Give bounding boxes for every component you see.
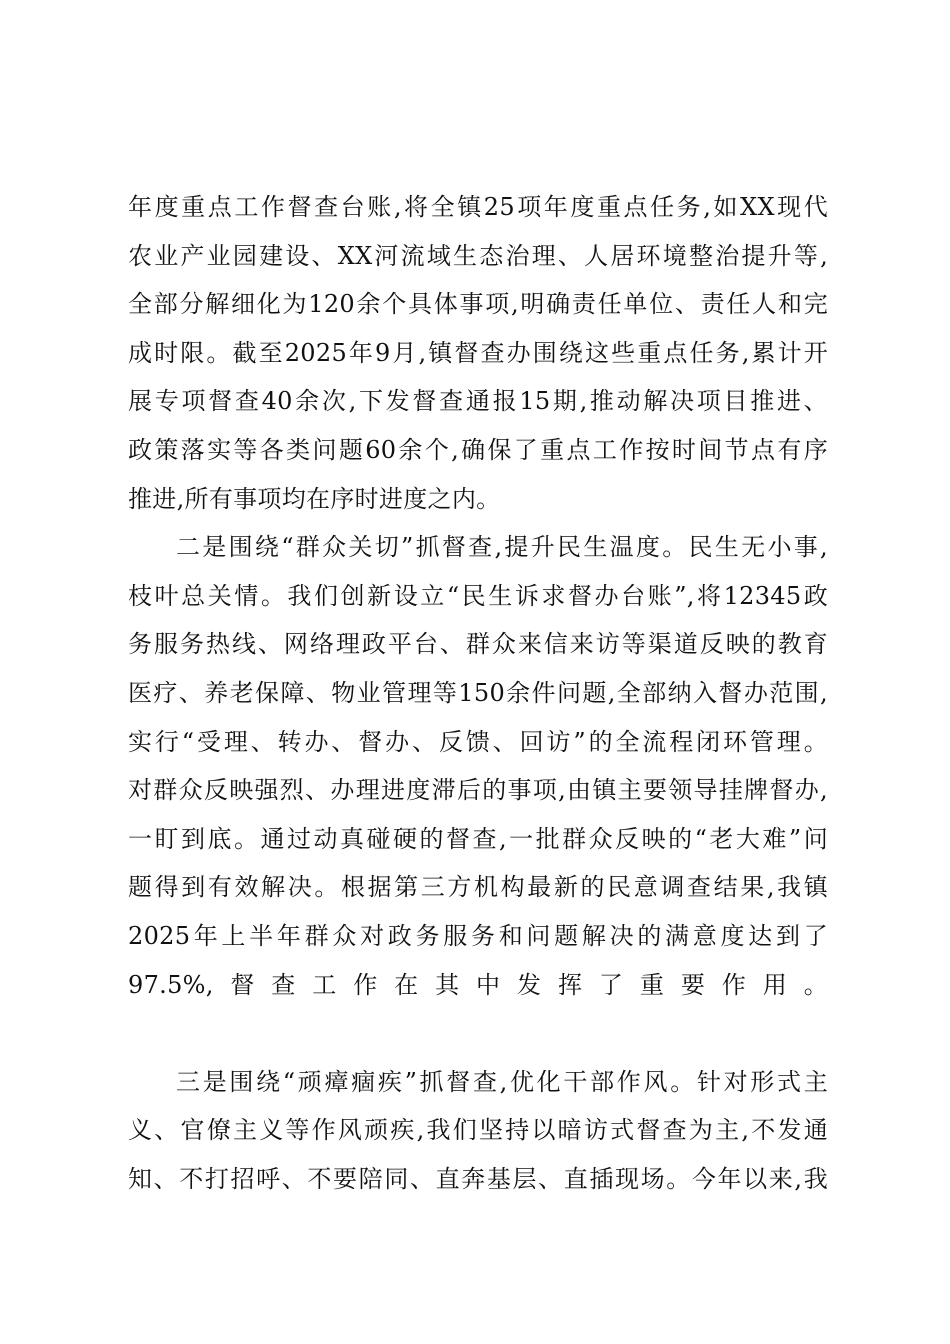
text-line: 展专项督查40余次,下发督查通报15期,推动解决项目推进、 <box>128 387 828 416</box>
text-line: 实行“受理、转办、督办、反馈、回访”的全流程闭环管理。 <box>128 727 828 756</box>
paragraph-3 <box>128 1058 828 1204</box>
text-line: 枝叶总关情。我们创新设立“民生诉求督办台账”,将12345政 <box>128 581 828 610</box>
text-line: 务服务热线、网络理政平台、群众来信来访等渠道反映的教育 <box>128 630 828 659</box>
text-line: 一盯到底。通过动真碰硬的督查,一批群众反映的“老大难”问 <box>128 824 828 853</box>
text-line: 医疗、养老保障、物业管理等150余件问题,全部纳入督办范围, <box>128 678 828 707</box>
text-line: 2025年上半年群众对政务服务和问题解决的满意度达到了 <box>128 921 828 950</box>
text-line: 题得到有效解决。根据第三方机构最新的民意调查结果,我镇 <box>128 873 828 902</box>
text-line: 97.5%,督查工作在其中发挥了重要作用。 <box>128 970 828 999</box>
text-line: 义、官僚主义等作风顽疾,我们坚持以暗访式督查为主,不发通 <box>128 1116 828 1145</box>
text-line: 全部分解细化为120余个具体事项,明确责任单位、责任人和完 <box>128 290 828 319</box>
text-line: 政策落实等各类问题60余个,确保了重点工作按时间节点有序 <box>128 435 828 464</box>
paragraph-2 <box>128 523 828 1058</box>
text-line: 三是围绕“顽瘴痼疾”抓督查,优化干部作风。针对形式主 <box>176 1067 828 1096</box>
text-line: 推进,所有事项均在序时进度之内。 <box>128 484 501 513</box>
document-body <box>128 183 828 1203</box>
paragraph-1 <box>128 183 828 523</box>
text-line: 年度重点工作督查台账,将全镇25项年度重点任务,如XX现代 <box>128 193 828 221</box>
text-line <box>128 1009 828 1058</box>
text-line: 知、不打招呼、不要陪同、直奔基层、直插现场。今年以来,我 <box>128 1164 828 1193</box>
text-line: 对群众反映强烈、办理进度滞后的事项,由镇主要领导挂牌督办, <box>128 776 828 805</box>
text-line: 农业产业园建设、XX河流域生态治理、人居环境整治提升等, <box>128 241 828 270</box>
text-line: 二是围绕“群众关切”抓督查,提升民生温度。民生无小事, <box>176 533 828 562</box>
text-line: 成时限。截至2025年9月,镇督查办围绕这些重点任务,累计开 <box>128 338 828 367</box>
